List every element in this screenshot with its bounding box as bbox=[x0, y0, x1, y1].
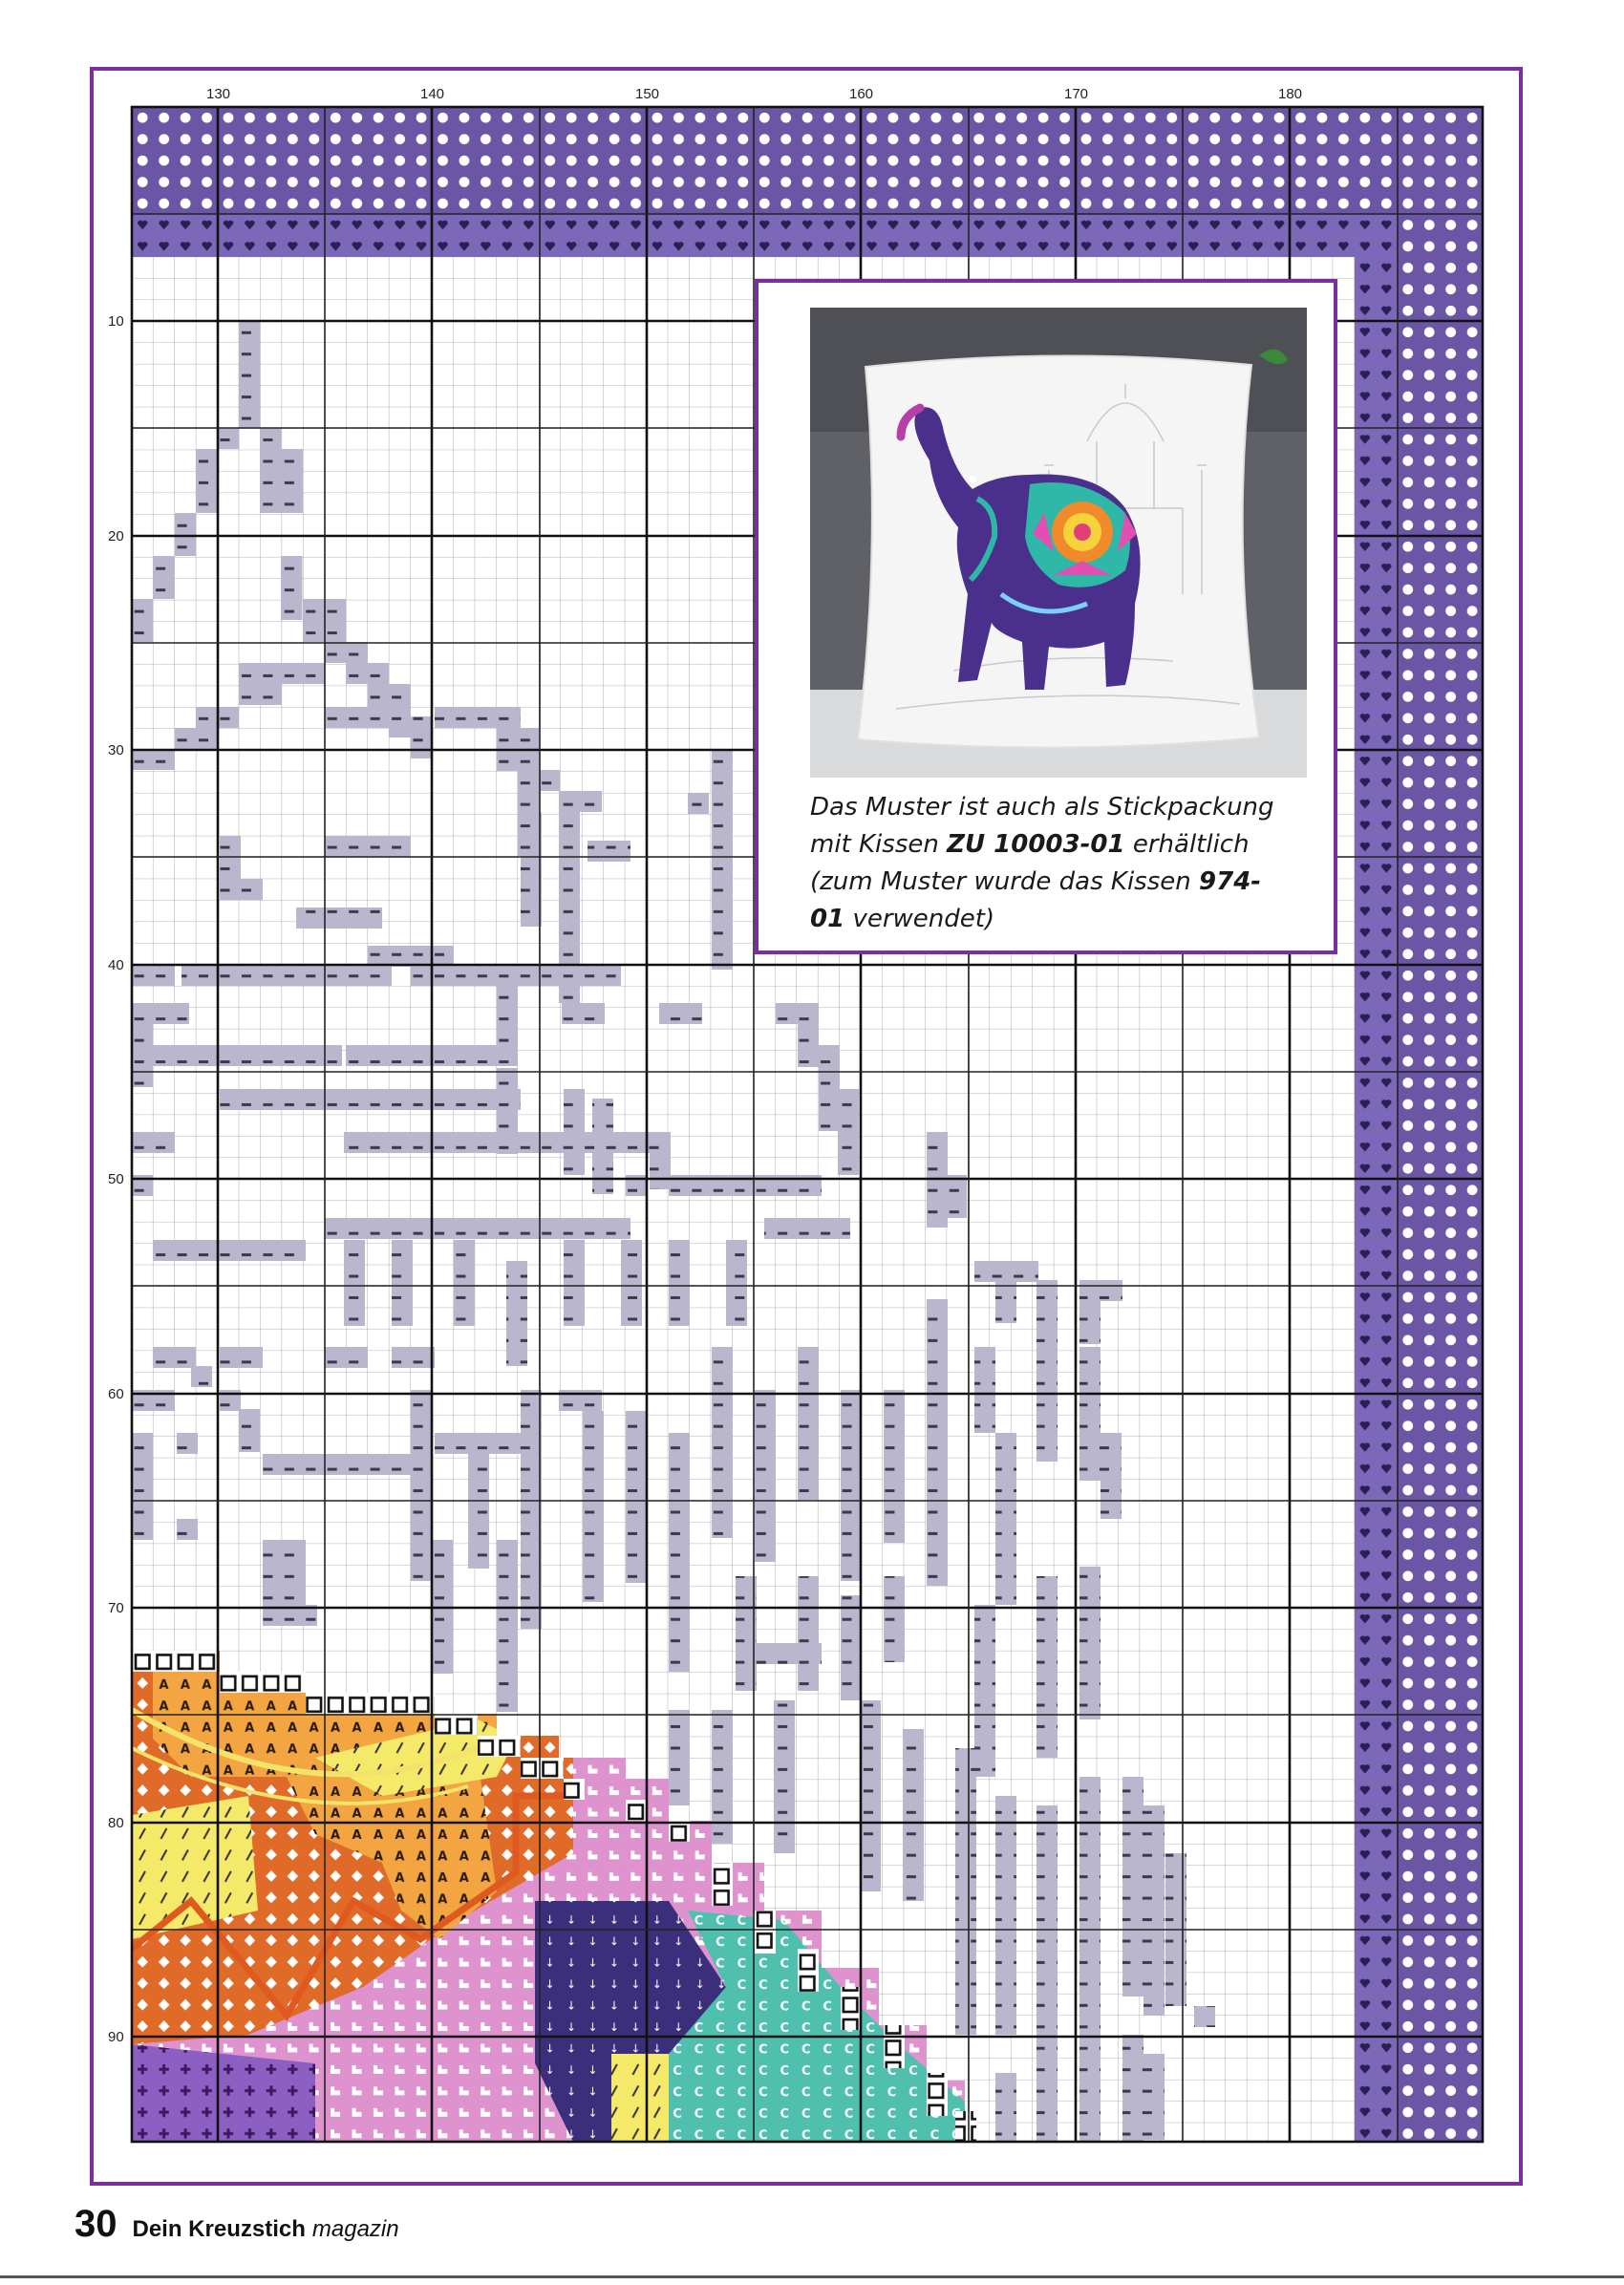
page-number: 30 bbox=[75, 2203, 118, 2245]
product-photo-card bbox=[755, 279, 1337, 954]
caption-line bbox=[810, 789, 1321, 826]
column-number: 140 bbox=[420, 86, 445, 102]
column-number: 150 bbox=[635, 86, 660, 102]
row-number: 80 bbox=[108, 1815, 124, 1831]
row-number: 20 bbox=[108, 528, 124, 545]
page-footer bbox=[75, 2203, 399, 2251]
column-number: 170 bbox=[1064, 86, 1089, 102]
column-number: 160 bbox=[849, 86, 874, 102]
column-number: 130 bbox=[206, 86, 231, 102]
row-number: 10 bbox=[108, 313, 124, 330]
caption-line bbox=[810, 826, 1321, 864]
magazine-title: Dein Kreuzstich bbox=[132, 2216, 306, 2242]
caption-text: (zum Muster wurde das Kissen bbox=[810, 867, 1200, 896]
cushion-number: 974- bbox=[1199, 867, 1262, 896]
bottom-rule bbox=[0, 2275, 1624, 2278]
caption-line bbox=[810, 864, 1321, 901]
caption-line bbox=[810, 901, 1321, 938]
column-number: 180 bbox=[1278, 86, 1303, 102]
kit-number: ZU 10003-01 bbox=[947, 830, 1125, 859]
row-number: 50 bbox=[108, 1171, 124, 1187]
row-number: 70 bbox=[108, 1600, 124, 1616]
row-number: 60 bbox=[108, 1386, 124, 1402]
caption-text: erhältlich bbox=[1124, 830, 1250, 859]
cushion-photo bbox=[810, 308, 1307, 778]
photo-caption bbox=[810, 789, 1321, 938]
caption-text: mit Kissen bbox=[810, 830, 948, 859]
magazine-subtitle: magazin bbox=[311, 2216, 399, 2242]
caption-text: verwendet) bbox=[844, 905, 995, 933]
row-number: 30 bbox=[108, 742, 124, 758]
row-number: 90 bbox=[108, 2029, 124, 2045]
cushion-number: 01 bbox=[810, 905, 845, 933]
caption-text: Das Muster ist auch als Stickpackung bbox=[810, 793, 1274, 822]
row-number: 40 bbox=[108, 957, 124, 973]
